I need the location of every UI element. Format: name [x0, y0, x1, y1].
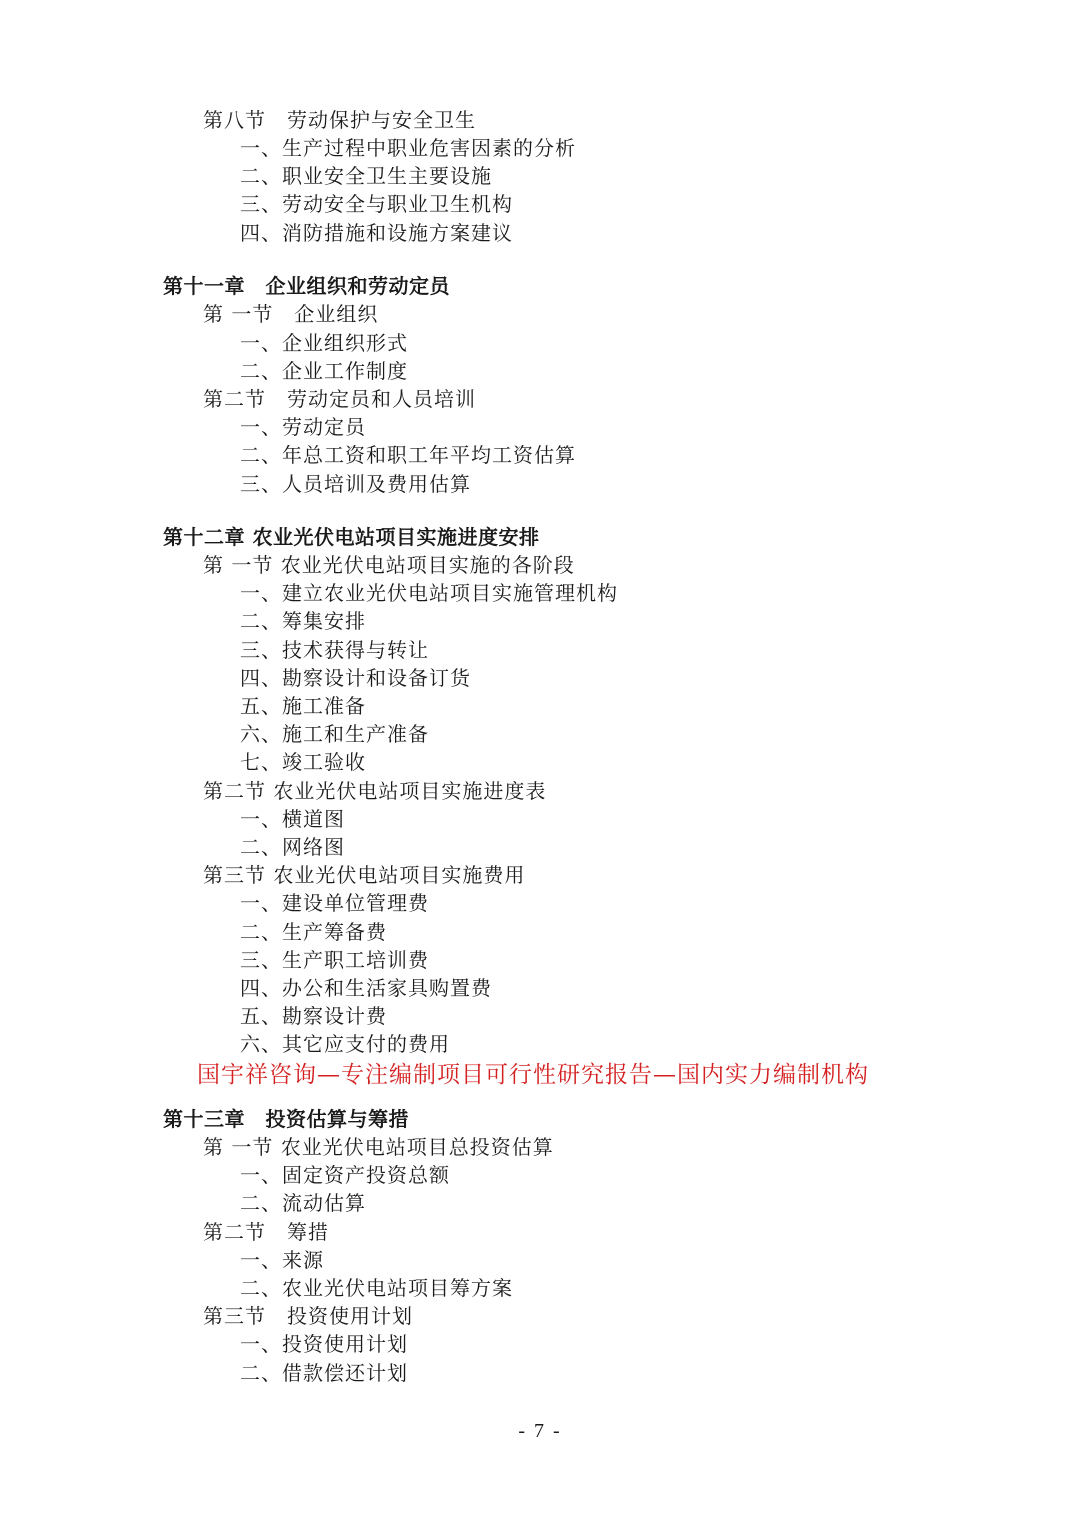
red-watermark-text: 国宇祥咨询—专注编制项目可行性研究报告—国内实力编制机构 [197, 1062, 869, 1088]
toc-item: 一、固定资产投资总额 [240, 1163, 450, 1187]
toc-section: 第三节 投资使用计划 [203, 1304, 413, 1328]
toc-section: 第二节 农业光伏电站项目实施进度表 [203, 779, 547, 803]
toc-item: 一、生产过程中职业危害因素的分析 [240, 136, 576, 160]
toc-item: 二、企业工作制度 [240, 359, 408, 383]
toc-item: 三、人员培训及费用估算 [240, 472, 471, 496]
toc-item: 二、借款偿还计划 [240, 1361, 408, 1385]
toc-section: 第 一节 农业光伏电站项目实施的各阶段 [203, 553, 575, 577]
toc-chapter: 第十二章 农业光伏电站项目实施进度安排 [163, 525, 540, 549]
toc-item: 二、生产筹备费 [240, 920, 387, 944]
toc-item: 一、建设单位管理费 [240, 891, 429, 915]
toc-item: 四、消防措施和设施方案建议 [240, 221, 513, 245]
toc-chapter: 第十一章 企业组织和劳动定员 [163, 274, 450, 298]
toc-section: 第八节 劳动保护与安全卫生 [203, 108, 476, 132]
toc-item: 一、横道图 [240, 807, 345, 831]
toc-section: 第二节 筹措 [203, 1220, 329, 1244]
toc-item: 四、勘察设计和设备订货 [240, 666, 471, 690]
toc-item: 七、竣工验收 [240, 750, 366, 774]
toc-item: 二、筹集安排 [240, 609, 366, 633]
toc-item: 一、来源 [240, 1248, 324, 1272]
toc-item: 一、建立农业光伏电站项目实施管理机构 [240, 581, 618, 605]
toc-item: 二、流动估算 [240, 1191, 366, 1215]
toc-item: 六、施工和生产准备 [240, 722, 429, 746]
toc-section: 第二节 劳动定员和人员培训 [203, 387, 476, 411]
toc-item: 六、其它应支付的费用 [240, 1032, 450, 1056]
toc-item: 一、劳动定员 [240, 415, 366, 439]
toc-item: 三、生产职工培训费 [240, 948, 429, 972]
toc-item: 四、办公和生活家具购置费 [240, 976, 492, 1000]
toc-item: 一、投资使用计划 [240, 1332, 408, 1356]
toc-item: 一、企业组织形式 [240, 331, 408, 355]
toc-item: 二、职业安全卫生主要设施 [240, 164, 492, 188]
toc-item: 二、网络图 [240, 835, 345, 859]
toc-chapter: 第十三章 投资估算与筹措 [163, 1107, 409, 1131]
toc-section: 第三节 农业光伏电站项目实施费用 [203, 863, 526, 887]
toc-item: 二、农业光伏电站项目筹方案 [240, 1276, 513, 1300]
toc-section: 第 一节 农业光伏电站项目总投资估算 [203, 1135, 554, 1159]
toc-item: 五、勘察设计费 [240, 1004, 387, 1028]
toc-item: 五、施工准备 [240, 694, 366, 718]
page-number: - 7 - [518, 1420, 562, 1442]
toc-item: 三、技术获得与转让 [240, 638, 429, 662]
toc-item: 二、年总工资和职工年平均工资估算 [240, 443, 576, 467]
toc-section: 第 一节 企业组织 [203, 302, 379, 326]
toc-item: 三、劳动安全与职业卫生机构 [240, 192, 513, 216]
